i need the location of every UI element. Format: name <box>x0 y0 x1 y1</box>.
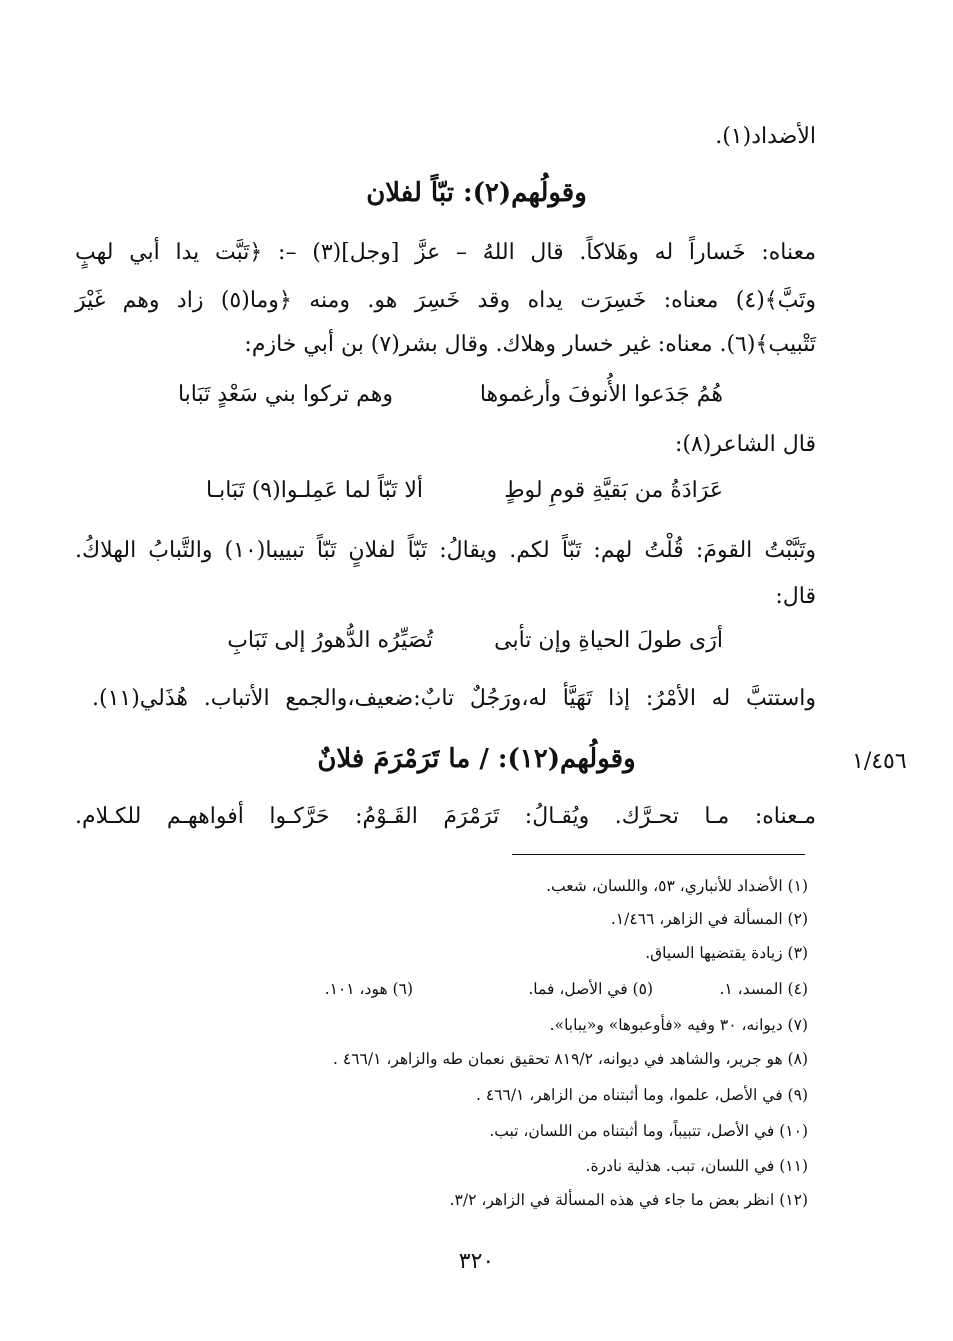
entry-heading: وقولُهم(٢): تبّاً لفلان <box>366 178 587 208</box>
footnote: (٣) زيادة يقتضيها السياق. <box>645 944 808 962</box>
text-line: معناه: خَساراً له وهَلاكاً. قال اللهُ – عزَّ [وجل](٣) –: ﴿تَبَّت يدا أبي لهبٍ <box>75 240 816 265</box>
text-line: واستتبَّ له الأمْرُ: إذا تَهَيَّأ له،ورَجُلٌ تابٌ:ضعيف،والجمع الأتباب. هُذَلي(١١). <box>92 686 816 711</box>
text-line: الأضداد(١). <box>715 124 816 149</box>
footnote-separator <box>512 854 805 855</box>
footnote: (١١) في اللسان، تبب. هذلية نادرة. <box>585 1157 808 1175</box>
footnote: (١٢) انظر بعض ما جاء في هذه المسألة في الزاهر، ٣/٢. <box>449 1191 808 1209</box>
verse-hemistich-second: ألا تَبّاً لما عَمِلـوا(٩) تَبَابـا <box>205 478 423 503</box>
footnote: (٨) هو جرير، والشاهد في ديوانه، ٨١٩/٢ تحقيق نعمان طه والزاهر، ٤٦٦/١ . <box>333 1050 808 1068</box>
verse-hemistich-first: عَرَادَةُ من بَقيَّةِ قومِ لوطٍ <box>504 478 723 503</box>
verse-hemistich-first: هُمُ جَدَعوا الأُنوفَ وأرغموها <box>479 382 723 407</box>
text-line: مـعناه: مـا تحـرَّك. ويُقـالُ: تَرَمْرَمَ القَـوْمُ: حَرَّكـوا أفواههـم للكـلام. <box>75 804 816 829</box>
footnote: (٧) ديوانه، ٣٠ وفيه «فأوعبوها» و«يبابا». <box>549 1016 808 1034</box>
text-line: قال: <box>775 584 816 609</box>
text-line: قال الشاعر(٨): <box>674 432 816 457</box>
footnote: (٦) هود، ١٠١. <box>324 980 413 998</box>
footnote: (٩) في الأصل، علموا، وما أثبتناه من الزاهر، ٤٦٦/١ . <box>475 1086 808 1104</box>
text-line: تَتْبيب﴾(٦). معناه: غير خسار وهلاك. وقال بشر(٧) بن أبي خازم: <box>244 332 816 357</box>
footnote: (٥) في الأصل، فما. <box>528 980 653 998</box>
verse-hemistich-second: وهم تركوا بني سَعْدٍ تَبَابا <box>177 382 393 407</box>
text-line: وتَبَّ﴾(٤) معناه: خَسِرَت يداه وقد خَسِرَ هو. ومنه ﴿وما(٥) زاد وهم غَيْرَ <box>75 288 817 313</box>
footnote: (٤) المسد، ١. <box>719 980 808 998</box>
text-line: وتَبَّبْتُ القومَ: قُلْتُ لهم: تَبّاً لكم. ويقالُ: تَبّاً لفلانٍ تَبّاً تبييبا(١٠) والتَّبابُ الهلاكُ. <box>75 538 816 563</box>
footnote: (٢) المسألة في الزاهر، ١/٤٦٦. <box>610 910 808 928</box>
footnote: (١٠) في الأصل، تتبيباً، وما أثبتناه من اللسان، تبب. <box>489 1122 808 1140</box>
margin-folio-reference: ١/٤٥٦ <box>852 749 907 774</box>
verse-hemistich-second: تُصَيِّرُه الدُّهورُ إلى تَبَابِ <box>227 628 433 653</box>
verse-hemistich-first: أرَى طولَ الحياةِ وإن تأبى <box>494 628 723 653</box>
entry-heading: وقولُهم(١٢): / ما تَرَمْرَمَ فلانٌ <box>317 744 636 774</box>
page-number: ٣٢٠ <box>458 1249 495 1274</box>
footnote: (١) الأضداد للأنباري، ٥٣، واللسان، شعب. <box>546 877 808 895</box>
